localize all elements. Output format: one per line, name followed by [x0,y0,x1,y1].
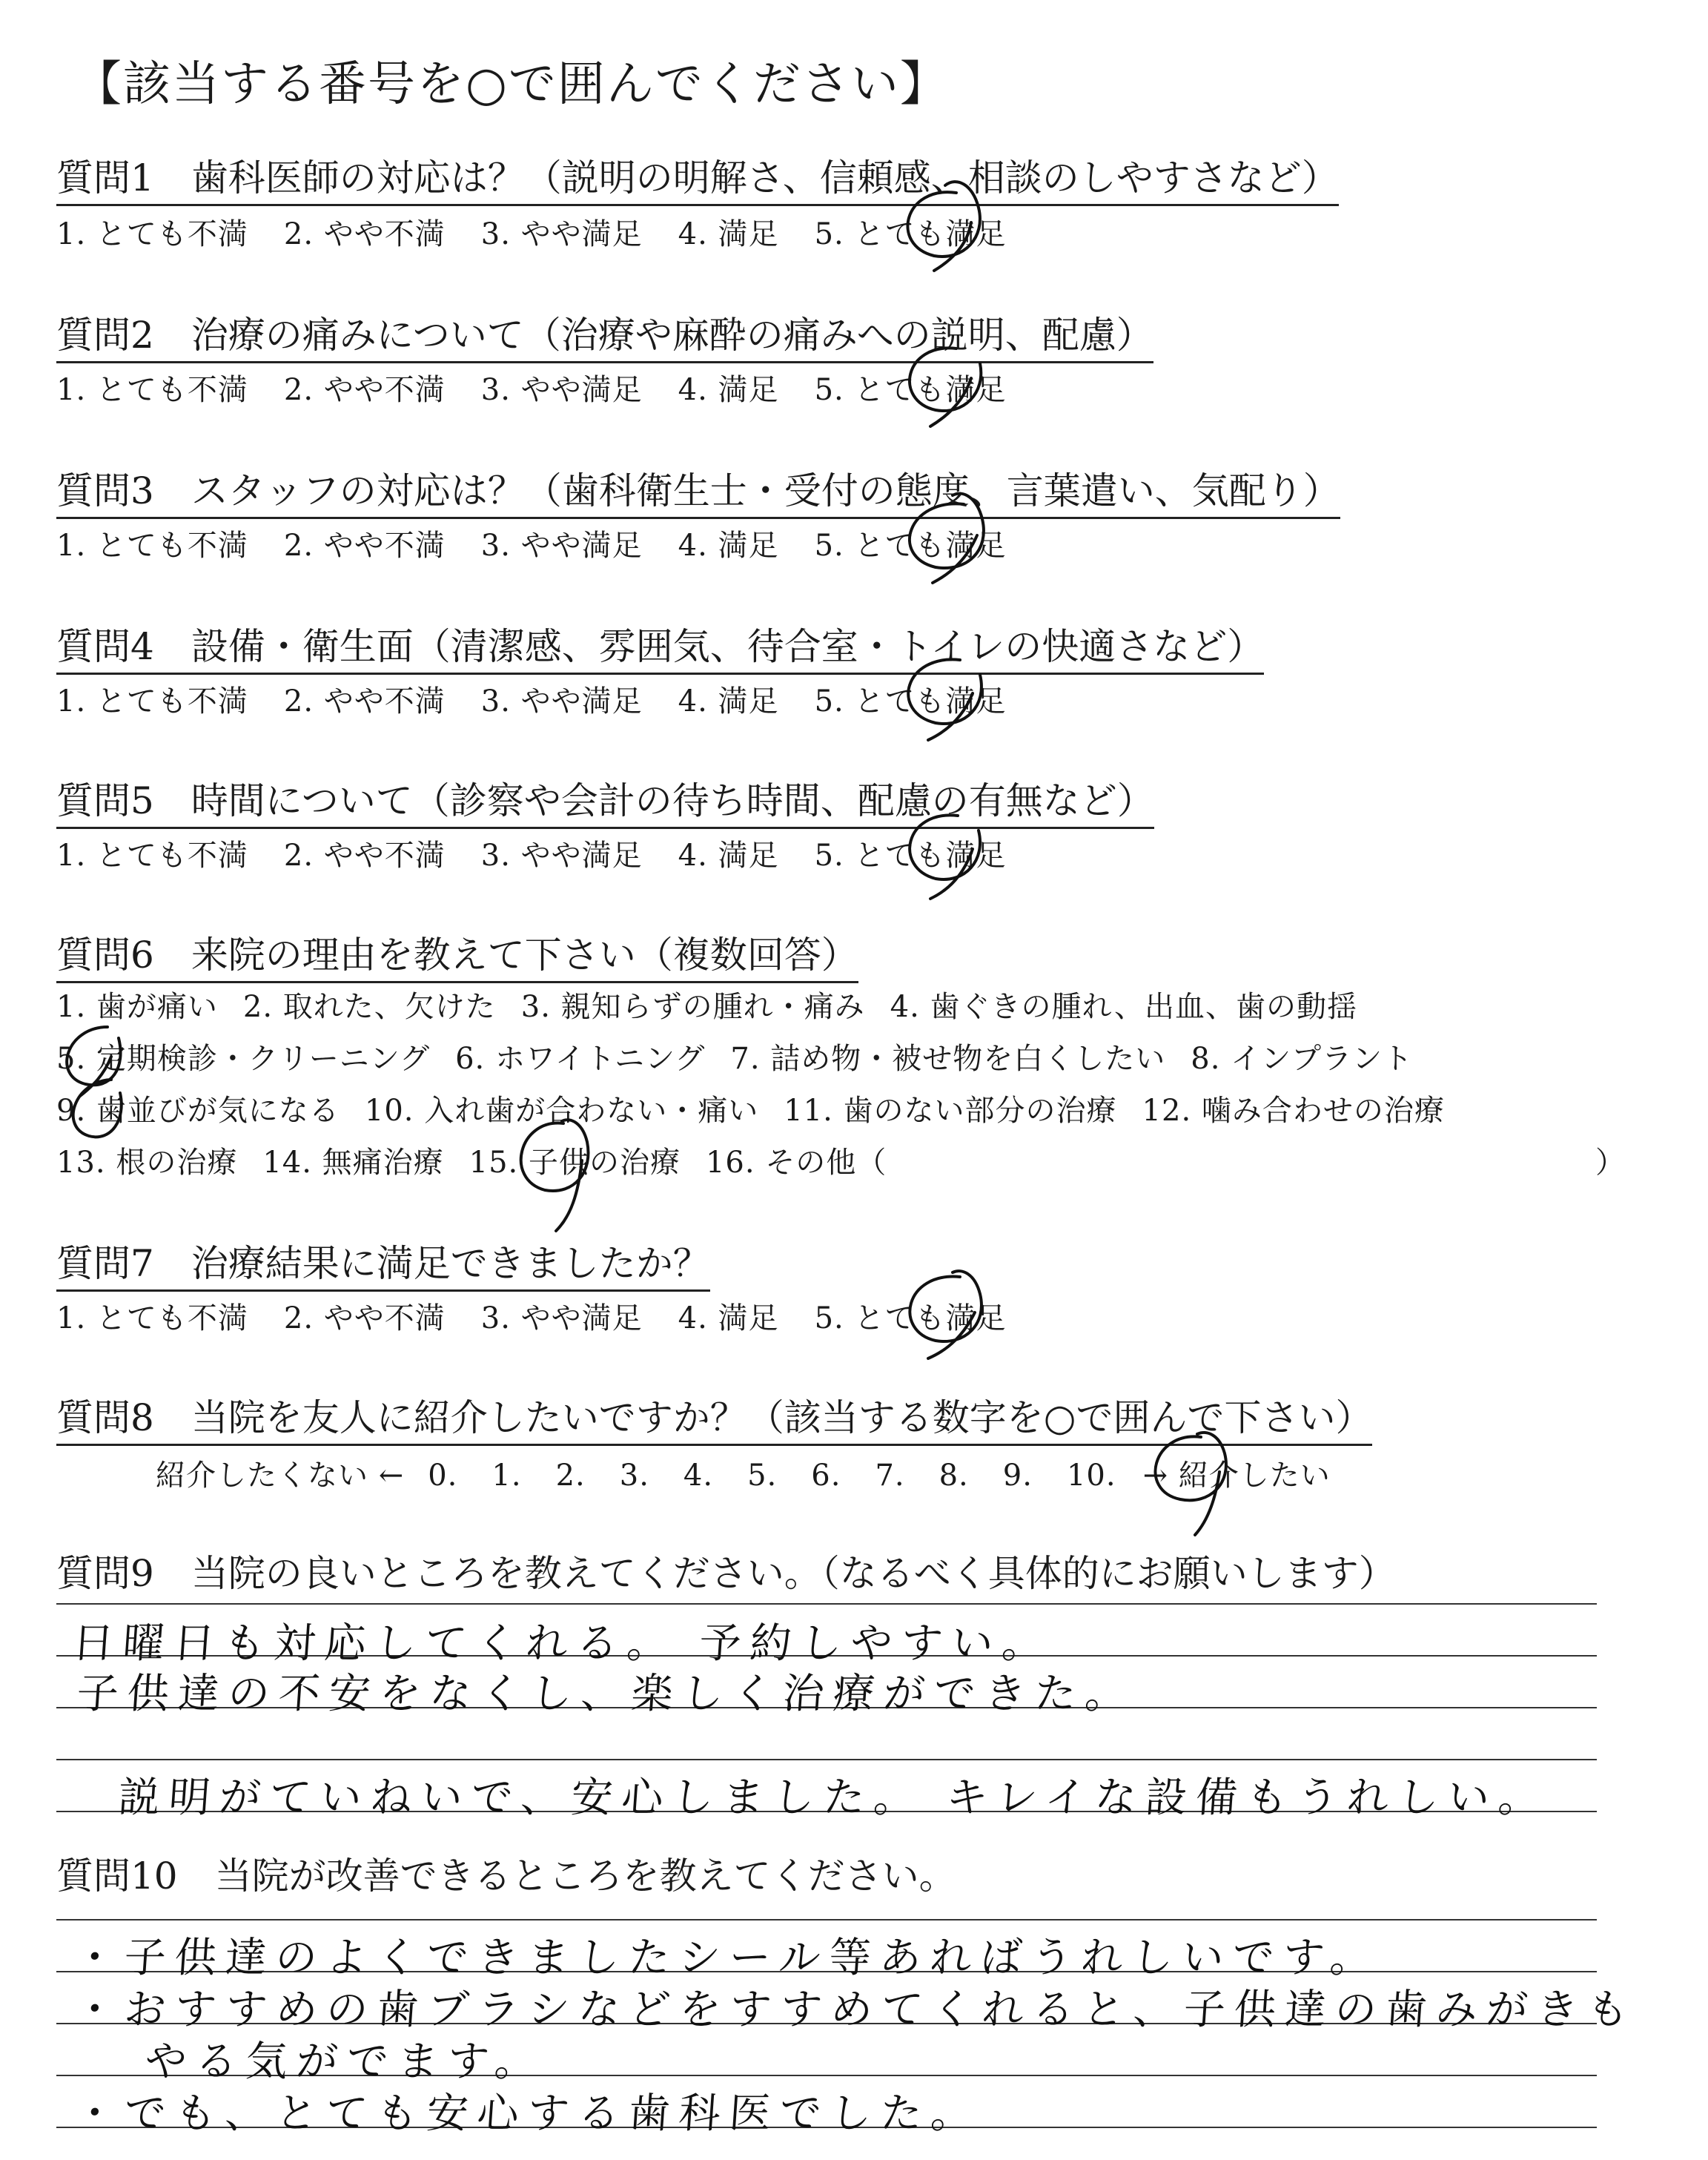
question-text: 当院を友人に紹介したいですか？（該当する数字を○で囲んで下さい） [191,1396,1373,1439]
reason-option[interactable]: 7. 詰め物・被せ物を白くしたい [730,1042,1166,1076]
question-label: 質問1 [56,156,154,199]
option-3[interactable]: 3. やや満足 [480,217,643,251]
question-label: 質問6 [56,934,154,977]
option-1[interactable]: 1. とても不満 [56,839,248,873]
question-text: 来院の理由を教えて下さい（複数回答） [191,934,858,977]
option-2[interactable]: 2. やや不満 [283,839,446,873]
reason-row-4 [56,1139,912,1181]
option-1[interactable]: 1. とても不満 [56,1301,248,1335]
question-label: 質問2 [56,314,154,357]
question-label: 質問10 [56,1855,178,1898]
reason-row-3 [56,1087,1470,1129]
question-text: 設備・衛生面（清潔感、雰囲気、待合室・トイレの快適さなど） [191,625,1265,668]
question-label: 質問4 [56,625,154,668]
handwritten-answer: ・子供達のよくできましたシール等あればうれしいです。 [72,1934,1383,1982]
question-6 [56,925,858,979]
option-4[interactable]: 4. 満足 [678,529,779,563]
question-3 [56,461,1340,515]
option-1[interactable]: 1. とても不満 [56,684,248,719]
reason-option[interactable]: 14. 無痛治療 [262,1146,444,1180]
question-text: 治療結果に満足できましたか？ [191,1242,710,1285]
option-2[interactable]: 2. やや不満 [283,217,446,251]
rating-options-7 [56,1295,1042,1337]
scale-number[interactable]: 3. [619,1459,649,1493]
scale-right-label: → 紹介したい [1142,1459,1331,1493]
handwritten-answer: 説明がていねいで、安心しました。 キレイな設備もうれしい。 [116,1774,1551,1822]
scale-number[interactable]: 1. [491,1459,522,1493]
reason-option[interactable]: 4. 歯ぐきの腫れ、出血、歯の動揺 [890,990,1357,1024]
option-3[interactable]: 3. やや満足 [480,839,643,873]
rating-options-2 [56,366,1042,409]
scale-number[interactable]: 6. [811,1459,841,1493]
option-1[interactable]: 1. とても不満 [56,217,248,251]
option-5[interactable]: 5. とても満足 [814,373,1007,407]
option-5[interactable]: 5. とても満足 [814,839,1007,873]
rating-options-1 [56,211,1042,253]
question-text: 治療の痛みについて（治療や麻酔の痛みへの説明、配慮） [191,314,1153,357]
scale-number[interactable]: 9. [1002,1459,1033,1493]
question-7 [56,1234,710,1287]
option-5[interactable]: 5. とても満足 [814,684,1007,719]
option-2[interactable]: 2. やや不満 [283,1301,446,1335]
answer-line [56,1919,1597,1920]
answer-line [56,1759,1597,1760]
reason-option[interactable]: 9. 歯並びが気になる [56,1094,340,1128]
option-2[interactable]: 2. やや不満 [283,373,446,407]
other-close-paren: ） [1595,1146,1626,1180]
question-text: 歯科医師の対応は？（説明の明解さ、信頼感、相談のしやすさなど） [191,156,1339,199]
page-title: 【該当する番号を○で囲んでください】 [74,57,949,112]
option-1[interactable]: 1. とても不満 [56,529,248,563]
scale-number[interactable]: 2. [555,1459,586,1493]
reason-option[interactable]: 11. 歯のない部分の治療 [784,1094,1117,1128]
question-2 [56,305,1153,359]
question-8 [56,1388,1372,1441]
scale-number[interactable]: 4. [683,1459,714,1493]
question-1 [56,148,1339,202]
option-4[interactable]: 4. 満足 [678,373,779,407]
option-4[interactable]: 4. 満足 [678,1301,779,1335]
reason-option[interactable]: 13. 根の治療 [56,1146,238,1180]
recommend-scale [156,1452,1331,1494]
option-4[interactable]: 4. 満足 [678,839,779,873]
question-label: 質問8 [56,1396,154,1439]
reason-option[interactable]: 2. 取れた、欠けた [242,990,496,1024]
answer-line [56,1603,1597,1605]
question-label: 質問5 [56,779,154,822]
scale-number[interactable]: 8. [939,1459,969,1493]
question-9 [56,1544,1396,1597]
reason-row-1 [56,983,1383,1025]
question-label: 質問7 [56,1242,154,1285]
option-4[interactable]: 4. 満足 [678,217,779,251]
option-5[interactable]: 5. とても満足 [814,1301,1007,1335]
reason-option[interactable]: 3. 親知らずの腫れ・痛み [520,990,865,1024]
scale-number[interactable]: 10. [1066,1459,1116,1493]
question-label: 質問9 [56,1552,154,1595]
question-text: スタッフの対応は？（歯科衛生士・受付の態度、言葉遣い、気配り） [191,469,1340,512]
question-label: 質問3 [56,469,154,512]
reason-option[interactable]: 8. インプラント [1191,1042,1414,1076]
reason-option[interactable]: 10. 入れ歯が合わない・痛い [364,1094,759,1128]
reason-option[interactable]: 16. その他（ [705,1146,887,1180]
question-text: 当院が改善できるところを教えてください。 [214,1855,956,1898]
reason-option[interactable]: 15. 子供の治療 [469,1146,681,1180]
handwritten-answer: 子供達の不安をなくし、楽しく治療ができた。 [75,1670,1137,1718]
rating-options-4 [56,678,1042,720]
option-3[interactable]: 3. やや満足 [480,1301,643,1335]
question-text: 時間について（診察や会計の待ち時間、配慮の有無など） [191,779,1154,822]
question-5 [56,771,1154,825]
option-4[interactable]: 4. 満足 [678,684,779,719]
option-2[interactable]: 2. やや不満 [283,684,446,719]
reason-option[interactable]: 1. 歯が痛い [56,990,218,1024]
option-3[interactable]: 3. やや満足 [480,529,643,563]
reason-option[interactable]: 6. ホワイトニング [455,1042,706,1076]
option-3[interactable]: 3. やや満足 [480,373,643,407]
option-5[interactable]: 5. とても満足 [814,217,1007,251]
question-4 [56,617,1264,670]
handwritten-answer: ・でも、とても安心する歯科医でした。 [72,2090,983,2138]
option-2[interactable]: 2. やや不満 [283,529,446,563]
reason-row-2 [56,1035,1438,1077]
option-3[interactable]: 3. やや満足 [480,684,643,719]
scale-number[interactable]: 7. [875,1459,905,1493]
scale-number[interactable]: 0. [428,1459,458,1493]
reason-option[interactable]: 12. 噛み合わせの治療 [1142,1094,1445,1128]
reason-option[interactable]: 5. 定期検診・クリーニング [56,1042,431,1076]
rating-options-5 [56,832,1042,874]
handwritten-answer: ・おすすめの歯ブラシなどをすすめてくれると、子供達の歯みがきも [72,1986,1640,2034]
question-text: 当院の良いところを教えてください。（なるべく具体的にお願いします） [191,1552,1396,1595]
handwritten-answer: 日曜日も対応してくれる。 予約しやすい。 [70,1619,1054,1668]
option-1[interactable]: 1. とても不満 [56,373,248,407]
scale-left-label: 紹介したくない ← [156,1459,405,1493]
handwritten-answer: やる気がでます。 [143,2038,547,2086]
scale-number[interactable]: 5. [747,1459,778,1493]
option-5[interactable]: 5. とても満足 [814,529,1007,563]
question-10 [56,1846,956,1900]
rating-options-3 [56,522,1042,564]
